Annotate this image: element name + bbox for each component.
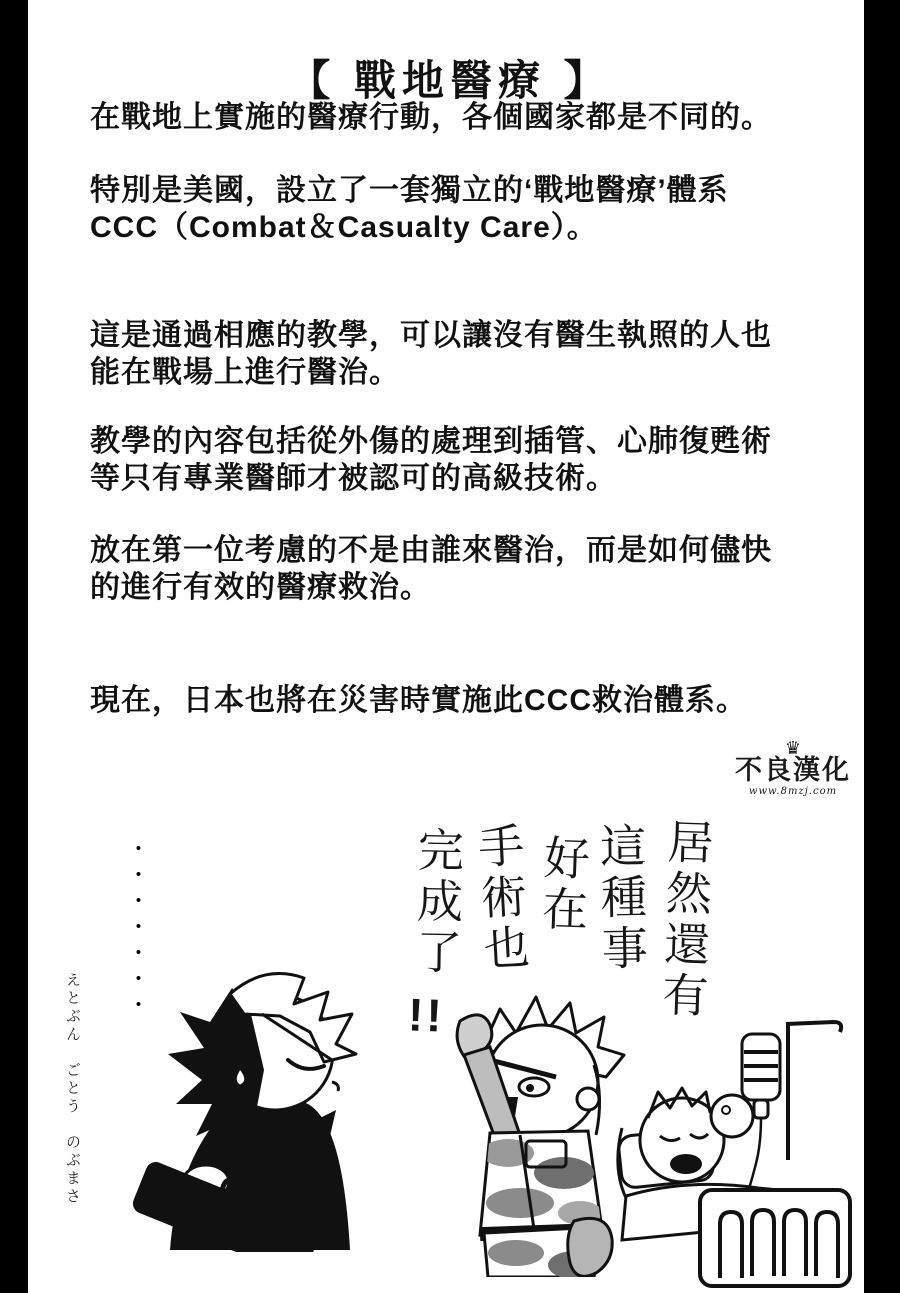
- exclamation-marks: !!: [407, 988, 446, 1042]
- paragraph-line: 現在，日本也將在災害時實施此CCC救治體系。: [90, 684, 747, 717]
- speech-column-4: 手術也: [470, 820, 532, 977]
- paragraph-line: CCC（Combat＆Casualty Care）。: [90, 211, 598, 244]
- paragraph-line: 放在第一位考慮的不是由誰來醫治，而是如何儘快: [90, 534, 772, 567]
- paragraph-line: 能在戰場上進行醫治。: [90, 356, 400, 389]
- paragraph-line: 這是通過相應的教學，可以讓沒有醫生執照的人也: [90, 319, 772, 352]
- paragraph-line: 等只有專業醫師才被認可的高級技術。: [90, 462, 617, 495]
- scanlation-watermark: [718, 740, 868, 798]
- speech-column-2: 這種事: [592, 821, 650, 976]
- artist-credit: えとぶん ごとう のぶまさ: [64, 972, 81, 1206]
- scanlation-group-name: 不良漢化: [735, 755, 851, 786]
- paragraph-line: 的進行有效的醫療救治。: [90, 571, 431, 604]
- patient-in-bed-illustration: [608, 1000, 870, 1293]
- speech-column-1: 居然還有: [654, 817, 716, 1023]
- paragraph-2: [90, 172, 850, 246]
- scanlation-site-text: www.8mzj.com: [748, 786, 838, 797]
- ellipsis-dots: •••••••: [130, 840, 147, 1022]
- paragraph-4: [90, 423, 850, 497]
- page-title: 【 戰地醫療 】: [288, 57, 612, 105]
- speech-column-5: 完成了: [408, 825, 466, 980]
- paragraph-1: [90, 99, 850, 136]
- speech-column-3: 好在: [534, 833, 592, 937]
- right-scan-border: [864, 0, 900, 1293]
- left-scan-border: [0, 0, 28, 1293]
- paragraph-line: 在戰地上實施的醫療行動，各個國家都是不同的。: [90, 101, 772, 134]
- chibi-doctor-illustration: [112, 952, 394, 1252]
- paragraph-5: [90, 532, 850, 606]
- paragraph-line: 特別是美國，設立了一套獨立的‘戰地醫療’體系: [90, 174, 729, 207]
- paragraph-6: [90, 682, 850, 719]
- paragraph-3: [90, 317, 850, 391]
- crown-icon: ♛: [784, 738, 802, 758]
- paragraph-line: 教學的內容包括從外傷的處理到插管、心肺復甦術: [90, 425, 772, 458]
